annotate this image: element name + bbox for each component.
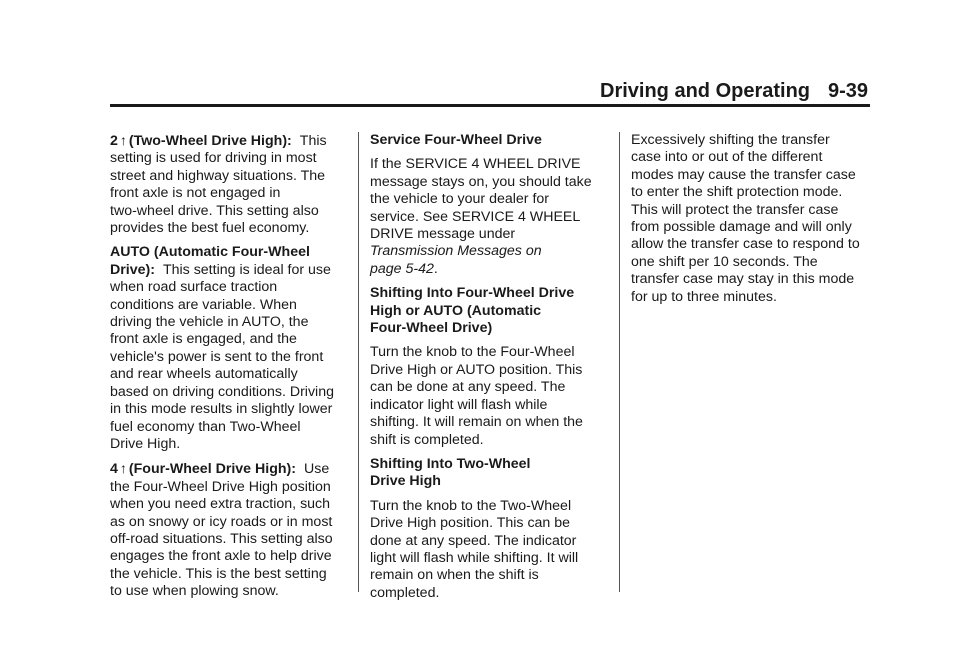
- text-line: modes may cause the transfer case: [631, 166, 856, 183]
- text-line: street and highway situations. The: [110, 167, 326, 184]
- text-line: This: [299, 133, 327, 149]
- term-number: 2: [110, 133, 118, 149]
- text-line: indicator light will flash while: [370, 396, 548, 413]
- heading-line: Shifting Into Four-Wheel Drive: [370, 285, 575, 302]
- column-middle: [370, 132, 606, 609]
- text-line: message stays on, you should take: [370, 173, 592, 190]
- section-heading: [370, 456, 606, 491]
- term-number: 4: [110, 461, 118, 478]
- text-line: allow the transfer case to respond to: [631, 236, 860, 253]
- cross-reference-link[interactable]: Transmission Messages on: [370, 243, 542, 260]
- up-arrow-icon: ↑: [119, 460, 127, 477]
- text-line: in this mode results in slightly lower: [110, 401, 333, 418]
- text-line: engages the front axle to help drive: [110, 548, 332, 565]
- text-line: setting is used for driving in most: [110, 150, 317, 167]
- section-title: Driving and Operating: [600, 80, 811, 102]
- text-line: case into or out of the different: [631, 149, 823, 166]
- column-right: [631, 132, 871, 313]
- paragraph-auto: [110, 244, 346, 453]
- text-line: provides the best fuel economy.: [110, 220, 310, 237]
- text-line: If the SERVICE 4 WHEEL DRIVE: [370, 156, 581, 173]
- section-heading: Service Four-Wheel Drive: [370, 132, 542, 148]
- text-line: Use: [303, 461, 330, 478]
- text-line: off-road situations. This setting also: [110, 530, 333, 547]
- paragraph-service: [370, 156, 606, 278]
- text-line: conditions are variable. When: [110, 296, 297, 313]
- text-line: Drive High position. This can be: [370, 515, 571, 532]
- text-line: the Four-Wheel Drive High position: [110, 478, 331, 495]
- paragraph-shift-four: [370, 344, 606, 448]
- text-line: one shift per 10 seconds. The: [631, 253, 818, 270]
- text-line: completed.: [370, 584, 440, 601]
- text-line: shift is completed.: [370, 431, 484, 448]
- column-divider: [358, 132, 359, 592]
- text-line: to enter the shift protection mode.: [631, 184, 843, 201]
- text-line: fuel economy than Two-Wheel: [110, 418, 301, 435]
- text-line: Excessively shifting the transfer: [631, 132, 830, 148]
- paragraph-shift-protection: [631, 132, 871, 306]
- text-line: for up to three minutes.: [631, 288, 777, 305]
- text-line: .: [433, 260, 438, 277]
- text-line: from possible damage and will only: [631, 219, 852, 236]
- text-line: front axle is engaged, and the: [110, 331, 297, 348]
- text-line: front axle is not engaged in: [110, 185, 281, 202]
- text-line: Turn the knob to the Two-Wheel: [370, 497, 572, 514]
- text-line: transfer case may stay in this mode: [631, 271, 855, 288]
- text-line: and rear wheels automatically: [110, 366, 298, 383]
- column-left: [110, 132, 346, 608]
- paragraph-shift-two: [370, 498, 606, 602]
- header-rule: [110, 104, 870, 107]
- heading-line: Shifting Into Two-Wheel: [370, 455, 531, 472]
- term-label: Drive):: [110, 261, 155, 278]
- section-heading: [370, 285, 606, 337]
- heading-line: Drive High: [370, 473, 441, 490]
- text-line: This setting is ideal for use: [162, 261, 331, 278]
- text-line: two-wheel drive. This setting also: [110, 202, 319, 219]
- text-line: based on driving conditions. Driving: [110, 383, 334, 400]
- text-line: This will protect the transfer case: [631, 201, 839, 218]
- paragraph-four-wheel-high: [110, 460, 346, 600]
- text-line: the vehicle. This is the best setting: [110, 565, 327, 582]
- text-line: can be done at any speed. The: [370, 379, 566, 396]
- text-line: Drive High.: [110, 435, 181, 452]
- text-line: DRIVE message under: [370, 226, 516, 243]
- paragraph-two-wheel-high: [110, 132, 346, 237]
- term-label: AUTO (Automatic Four-Wheel: [110, 244, 310, 261]
- heading-line: High or AUTO (Automatic: [370, 302, 542, 319]
- text-line: when you need extra traction, such: [110, 496, 331, 513]
- up-arrow-icon: ↑: [119, 132, 127, 148]
- column-divider: [619, 132, 620, 592]
- cross-reference-page[interactable]: page 5-42: [370, 260, 434, 277]
- text-line: vehicle's power is sent to the front: [110, 348, 324, 365]
- text-line: driving the vehicle in AUTO, the: [110, 314, 309, 331]
- text-line: the vehicle to your dealer for: [370, 191, 550, 208]
- page-header: [600, 80, 868, 104]
- text-line: service. See SERVICE 4 WHEEL: [370, 208, 581, 225]
- term-label: (Two-Wheel Drive High):: [128, 133, 292, 149]
- text-line: done at any speed. The indicator: [370, 532, 577, 549]
- heading-line: Four-Wheel Drive): [370, 320, 493, 337]
- text-line: shifting. It will remain on when the: [370, 414, 583, 431]
- page-number: 9-39: [827, 80, 868, 102]
- text-line: light will flash while shifting. It will: [370, 549, 579, 566]
- text-line: Turn the knob to the Four-Wheel: [370, 344, 575, 361]
- text-line: Drive High or AUTO position. This: [370, 361, 583, 378]
- text-line: remain on when the shift is: [370, 567, 539, 584]
- text-line: as on snowy or icy roads or in most: [110, 513, 333, 530]
- text-line: to use when plowing snow.: [110, 583, 279, 600]
- term-label: (Four-Wheel Drive High):: [128, 461, 296, 478]
- text-line: when road surface traction: [110, 279, 278, 296]
